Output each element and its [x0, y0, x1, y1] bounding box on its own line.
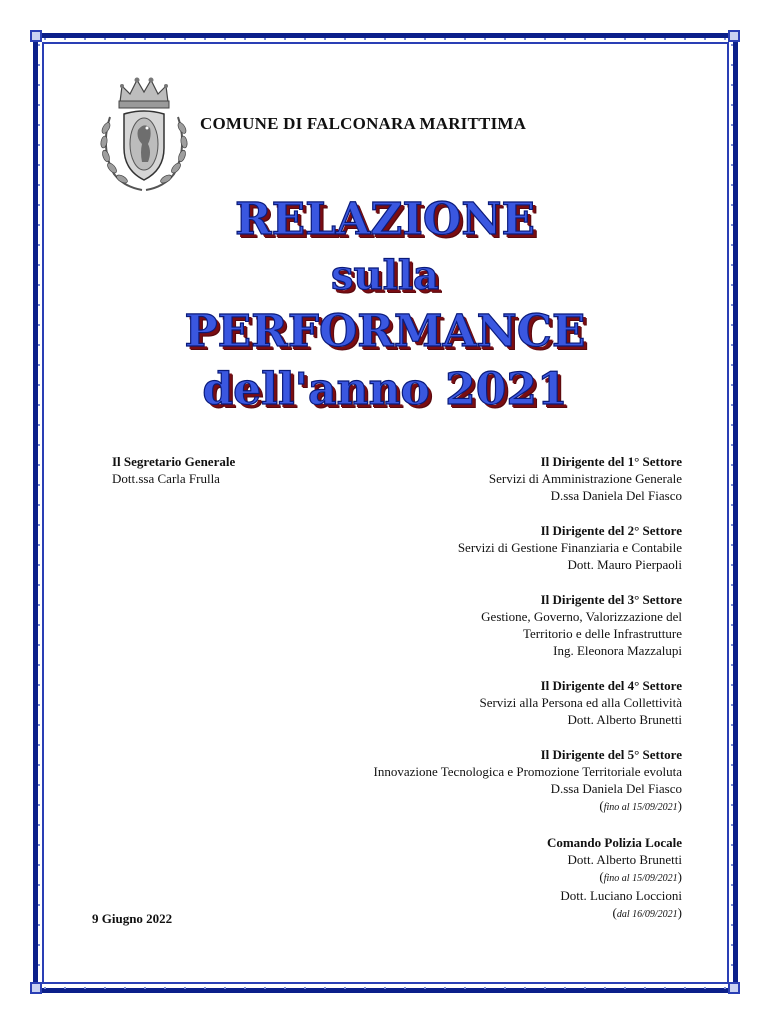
sector-line: Territorio e delle Infrastrutture — [523, 626, 682, 641]
sector-line: Servizi di Gestione Finanziaria e Contabile — [457, 540, 682, 555]
secretary-role: Il Segretario Generale — [112, 454, 236, 469]
sector-director-name: D.ssa Daniela Del Fiasco — [550, 488, 682, 503]
border-corner — [30, 30, 42, 42]
border-corner — [728, 30, 740, 42]
sector-director-name: Dott. Alberto Brunetti — [567, 712, 682, 727]
title-line-4: dell'anno 2021 — [202, 364, 568, 415]
tenure-note: (dal 16/09/2021) — [612, 905, 682, 920]
sector-director-name: D.ssa Daniela Del Fiasco — [550, 781, 682, 796]
sector-4-block — [262, 677, 682, 728]
sector-3-block — [262, 591, 682, 659]
border-pattern-bottom — [44, 987, 727, 989]
title-line-3: PERFORMANCE — [184, 306, 586, 357]
sector-2-block — [262, 522, 682, 573]
border-corner — [728, 982, 740, 994]
tenure-note: (fino al 15/09/2021) — [599, 869, 682, 884]
sector-1-block — [262, 453, 682, 504]
sector-role: Il Dirigente del 3° Settore — [540, 592, 682, 607]
directors-column — [262, 453, 682, 941]
border-corner — [30, 982, 42, 994]
border-pattern-right — [731, 44, 733, 982]
tenure-note: (fino al 15/09/2021) — [599, 798, 682, 813]
document-date: 9 Giugno 2022 — [92, 911, 173, 926]
police-role: Comando Polizia Locale — [546, 835, 682, 850]
sector-role: Il Dirigente del 2° Settore — [540, 523, 682, 538]
border-pattern-top — [44, 38, 727, 40]
sector-director-name: Ing. Eleonora Mazzalupi — [553, 643, 682, 658]
police-commander-1: Dott. Alberto Brunetti — [567, 852, 682, 867]
sector-role: Il Dirigente del 1° Settore — [540, 454, 682, 469]
municipal-crest-icon — [92, 72, 196, 196]
title-line-1: RELAZIONE — [235, 194, 535, 245]
municipality-name: COMUNE DI FALCONARA MARITTIMA — [200, 114, 527, 133]
sector-role: Il Dirigente del 4° Settore — [540, 678, 682, 693]
sector-director-name: Dott. Mauro Pierpaoli — [567, 557, 682, 572]
sector-line: Servizi di Amministrazione Generale — [488, 471, 682, 486]
police-block — [262, 834, 682, 923]
border-pattern-left — [38, 44, 40, 982]
sector-role: Il Dirigente del 5° Settore — [540, 747, 682, 762]
sector-line: Innovazione Tecnologica e Promozione Territoriale evoluta — [373, 764, 682, 779]
sector-line: Servizi alla Persona ed alla Collettività — [479, 695, 682, 710]
document-title — [0, 190, 770, 415]
police-commander-2: Dott. Luciano Loccioni — [560, 888, 682, 903]
sector-5-block — [262, 746, 682, 816]
secretary-name: Dott.ssa Carla Frulla — [112, 471, 220, 486]
title-line-2: sulla — [331, 252, 439, 299]
secretary-general-block — [112, 453, 235, 487]
sector-line: Gestione, Governo, Valorizzazione del — [481, 609, 682, 624]
